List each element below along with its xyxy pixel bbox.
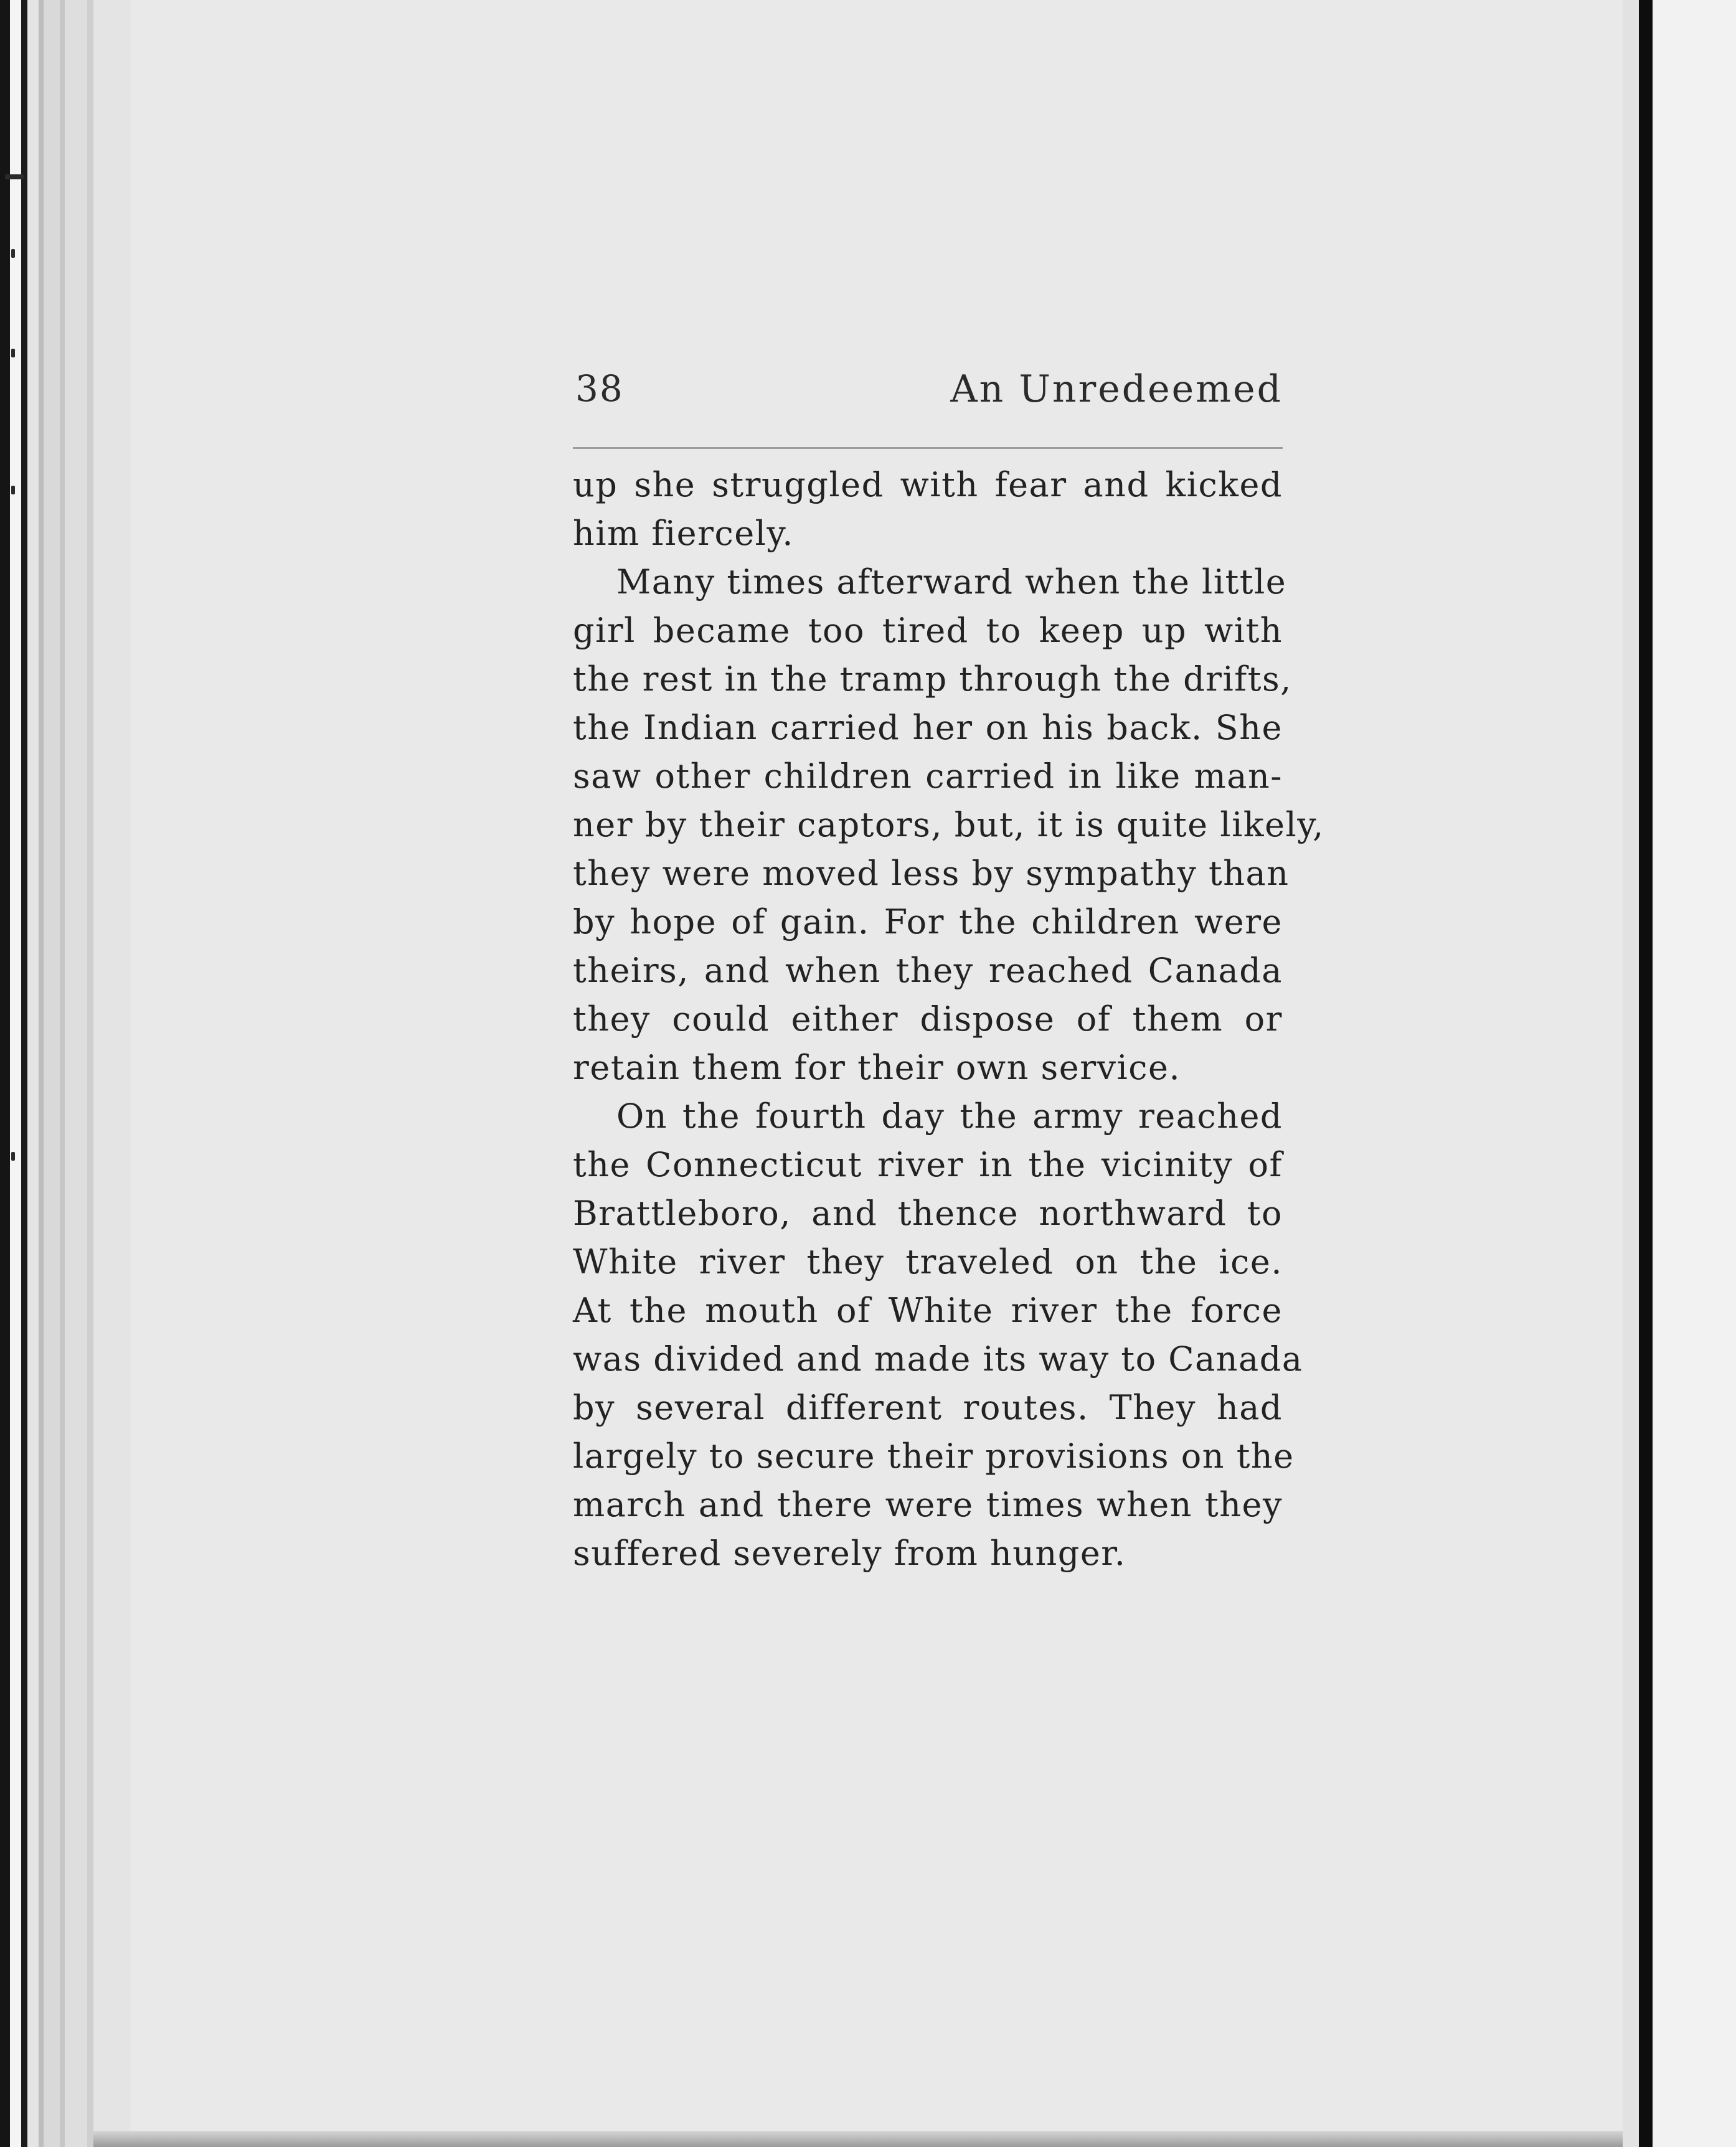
text-line: they were moved less by sympathy than	[573, 854, 1290, 893]
edge-mark	[5, 174, 24, 179]
text-line: White river they traveled on the ice.	[573, 1242, 1283, 1281]
text-line: Brattleboro, and thence northward to	[573, 1194, 1283, 1233]
running-head	[573, 367, 1283, 427]
page-number: 38	[575, 367, 624, 410]
text-line: On the fourth day the army reached	[616, 1097, 1283, 1136]
text-line: they could either dispose of them or	[573, 999, 1283, 1039]
text-line: suffered severely from hunger.	[573, 1534, 1126, 1573]
text-line: theirs, and when they reached Canada	[573, 951, 1283, 990]
edge-mark	[11, 1152, 15, 1161]
right-page-edge	[1623, 0, 1736, 2147]
text-line: was divided and made its way to Canada	[573, 1339, 1303, 1379]
text-line: by several different routes. They had	[573, 1388, 1283, 1427]
header-rule	[573, 447, 1283, 449]
text-line: up she struggled with fear and kicked	[573, 465, 1283, 504]
text-line: the Connecticut river in the vicinity of	[573, 1145, 1283, 1184]
edge-mark	[11, 249, 15, 258]
book-page	[573, 367, 1324, 1573]
edge-mark	[11, 349, 15, 357]
edge-mark	[11, 486, 15, 494]
bottom-page-shadow	[93, 2131, 1623, 2147]
running-title: An Unredeemed	[950, 367, 1283, 411]
body-text	[573, 461, 1324, 1578]
text-line: saw other children carried in like man-	[573, 757, 1283, 796]
text-line: largely to secure their provisions on the	[573, 1437, 1295, 1476]
text-line: him fiercely.	[573, 514, 794, 553]
text-line: by hope of gain. For the children were	[573, 902, 1283, 941]
left-page-edge	[0, 0, 131, 2147]
text-line: Many times afterward when the little	[616, 562, 1287, 602]
text-line: march and there were times when they	[573, 1485, 1283, 1524]
text-line: ner by their captors, but, it is quite likely,	[573, 805, 1324, 844]
text-line: At the mouth of White river the force	[573, 1291, 1283, 1330]
text-line: retain them for their own service.	[573, 1048, 1181, 1087]
text-line: the Indian carried her on his back. She	[573, 708, 1283, 747]
text-line: girl became too tired to keep up with	[573, 611, 1283, 650]
text-line: the rest in the tramp through the drifts,	[573, 659, 1292, 699]
